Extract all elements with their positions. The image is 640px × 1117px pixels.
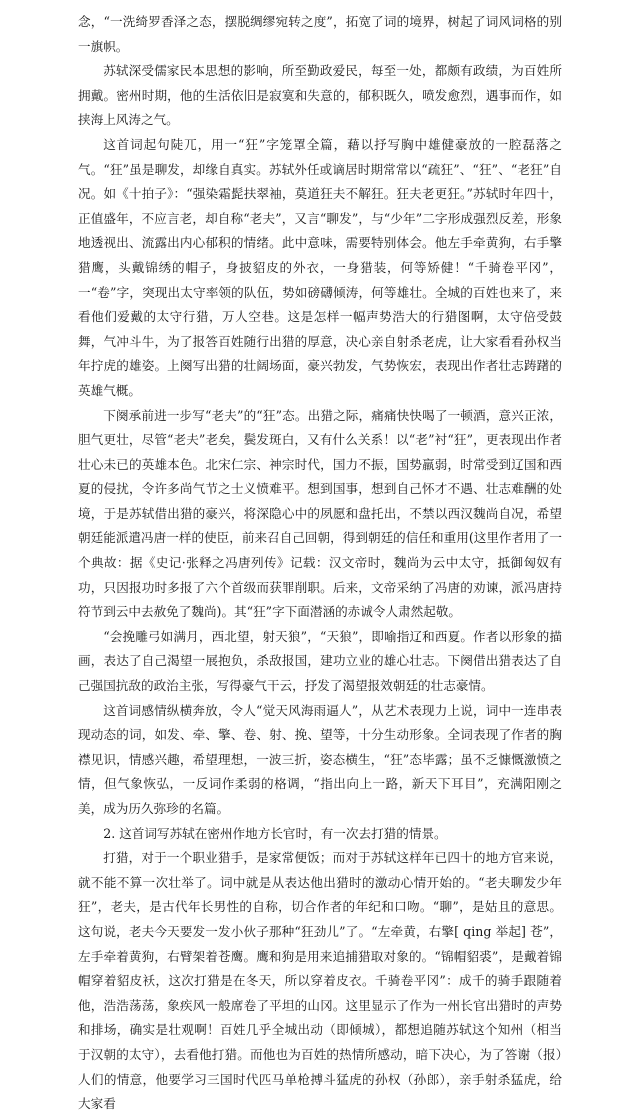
paragraph-lower-stanza-analysis: 下阕承前进一步写“老夫”的“狂”态。出猎之际，痛痛快快喝了一顿酒，意兴正浓，胆气更壮，尽管“老夫”老矣，鬓发斑白，又有什么关系！以“老”衬“狂”，更表现出作者壮心未已的英雄本色。北宋仁宗、神宗时代，国力不振，国势羸弱，时常受到辽国和西夏的侵扰，令许多尚气节之士义愤难平。想到国事，想到自己怀才不遇、壮志难酬的处境，于是苏轼借出猎的豪兴，将深隐心中的夙愿和盘托出，不禁以西汉魏尚自况，希望朝廷能派遣冯唐一样的使臣，前来召自己回朝，得到朝廷的信任和重用(这里作者用了一个典故：据《史记·张释之冯唐列传》记载：汉文帝时，魏尚为云中太守，抵御匈奴有功，只因报功时多报了六个首级而获罪削职。后来，文帝采纳了冯唐的劝谏，派冯唐持符节到云中去赦免了魏尚)。其“狂”字下面潜涵的赤诚令人肃然起敬。 (78, 407, 562, 620)
paragraph-background: 苏轼深受儒家民本思想的影响，所至勤政爱民，每至一处，都颇有政绩，为百姓所拥戴。密州时期，他的生活依旧是寂寞和失意的，郁积既久，喷发愈烈，遇事而作，如挟海上风涛之气。 (78, 63, 562, 128)
paragraph-artistic-evaluation: 这首词感情纵横奔放，令人“觉天风海雨逼人”，从艺术表现力上说，词中一连串表现动态的词，如发、牵、擎、卷、射、挽、望等，十分生动形象。全词表现了作者的胸襟见识，情感兴趣，希望理想，一波三折，姿态横生，“狂”态毕露；虽不乏慷慨激愤之情，但气象恢弘，一反词作柔弱的格调，“指出向上一路，新天下耳目”，充满阳刚之美，成为历久弥珍的名篇。 (78, 702, 562, 816)
paragraph-heavenly-wolf: “会挽雕弓如满月，西北望，射天狼”，“天狼”，即喻指辽和西夏。作者以形象的描画，表达了自己渴望一展抱负，杀敌报国，建功立业的雄心壮志。下阕借出猎表达了自己强国抗敌的政治主张，写得豪气干云，抒发了渴望报效朝廷的壮志豪情。 (78, 628, 562, 694)
paragraph-upper-stanza-analysis: 这首词起句陡兀，用一“狂”字笼罩全篇，藉以抒写胸中雄健豪放的一腔磊落之气。“狂”虽是聊发，却缘自真实。苏轼外任或谪居时期常常以“疏狂”、“狂”、“老狂”自况。如《十拍子》：“强染霜髭扶翠袖，莫道狂夫不解狂。狂夫老更狂。”苏轼时年四十，正值盛年，不应言老，却自称“老夫”，又言“聊发”，与“少年”二字形成强烈反差，形象地透视出、流露出内心郁积的情绪。此中意味，需要特别体会。他左手牵黄狗，右手擎猎鹰，头戴锦绣的帽子，身披貂皮的外衣，一身猎装，何等矫健！“千骑卷平冈”，一“卷”字，突现出太守率领的队伍，势如磅礴倾涛，何等雄壮。全城的百姓也来了，来看他们爱戴的太守行猎，万人空巷。这是怎样一幅声势浩大的行猎图啊，太守倍受鼓舞，气冲斗牛，为了报答百姓随行出猎的厚意，决心亲自射杀老虎，让大家看看孙权当年拧虎的雄姿。上阕写出猎的壮阔场面，豪兴勃发，气势恢宏，表现出作者壮志踌躇的英雄气概。 (78, 136, 562, 398)
paragraph-section-2-heading: 2. 这首词写苏轼在密州作地方长官时，有一次去打猎的情景。 (103, 825, 447, 841)
paragraph-hunting-explanation: 打猎，对于一个职业猎手，是家常便饭；而对于苏轼这样年已四十的地方官来说，就不能不算一次壮举了。词中就是从表达他出猎时的激动心情开始的。“老夫聊发少年狂”，老夫，是古代年长男性的自称，切合作者的年纪和口吻。“聊”，是姑且的意思。这句说，老夫今天要发一发小伙子那种“狂劲儿”了。“左牵黄，右擎[ qing 举起] 苍”，左手牵着黄狗，右臂架着苍鹰。鹰和狗是用来追捕猎取对象的。“锦帽貂裘”，是戴着锦帽穿着貂皮袄，这次打猎是在冬天，所以穿着皮衣。千骑卷平冈”：成千的骑手跟随着他，浩浩荡荡，象疾风一般席卷了平坦的山冈。这里显示了作为一州长官出猎时的声势和排场，确实是壮观啊！百姓几乎全城出动（即倾城），都想追随苏轼这个知州（相当于汉朝的太守），去看他打猎。而他也为百姓的热情所感动，暗下决心，为了答谢（报）人们的情意，他要学习三国时代匹马单枪搏斗猛虎的孙权（孙郎），亲手射杀猛虎，给大家看 (78, 850, 562, 1112)
paragraph-continuation: 念，“一洗绮罗香泽之态，摆脱绸缪宛转之度”，拓宽了词的境界，树起了词风词格的别一旗帜。 (78, 14, 562, 54)
